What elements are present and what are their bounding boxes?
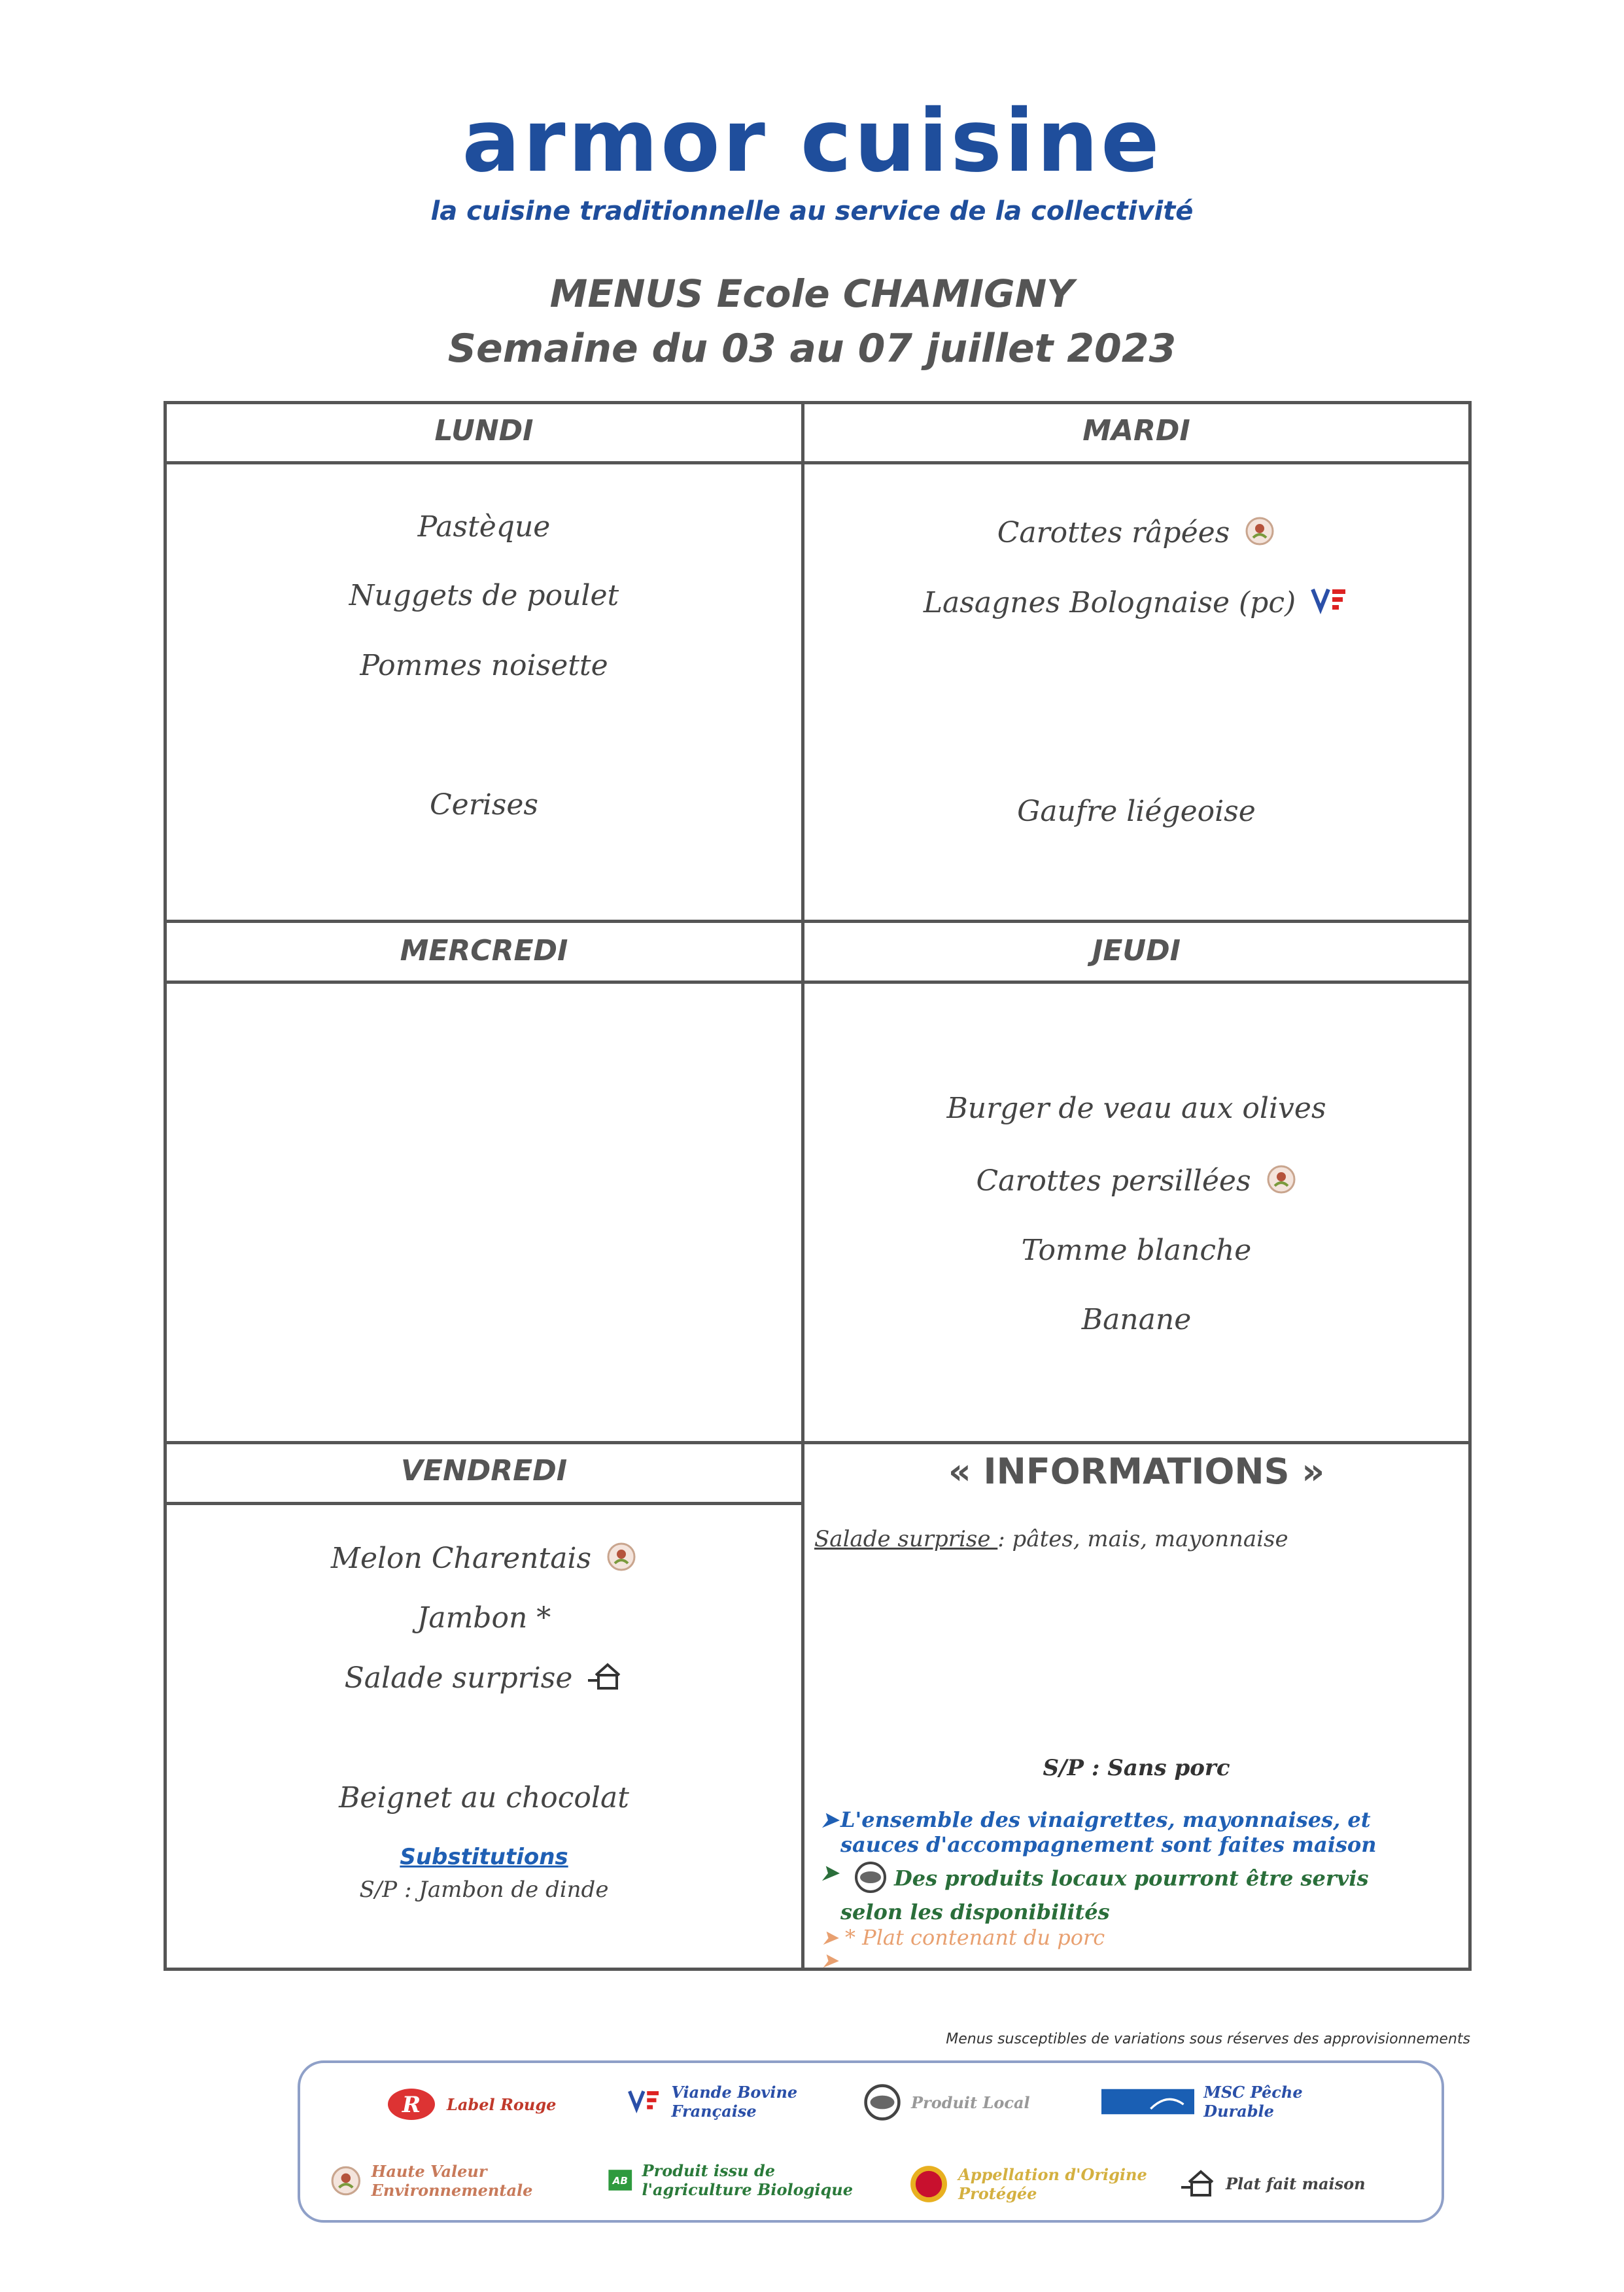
header-jeudi: JEUDI	[1092, 934, 1181, 967]
local-note: ➤ Des produits locaux pourront être servis selon les disponibilités	[821, 1860, 1369, 1924]
cell-informations	[804, 1444, 1468, 1973]
legend-box	[298, 2060, 1444, 2223]
homemade-text: L'ensemble des vinaigrettes, mayonnaises, et sauces d'accompagnement sont faites maison	[840, 1807, 1377, 1857]
menu-item: Nuggets de poulet	[349, 579, 619, 612]
hve-icon	[606, 1541, 637, 1580]
legend-label-rouge: R Label Rouge	[385, 2086, 556, 2123]
menu-item: Burger de veau aux olives	[946, 1092, 1326, 1125]
header-mardi: MARDI	[1082, 414, 1190, 447]
menu-item: Tomme blanche	[1021, 1234, 1252, 1267]
svg-text:AB: AB	[612, 2175, 628, 2187]
legend-viande-bovine: Viande Bovine Française	[627, 2083, 837, 2121]
brand-tagline: la cuisine traditionnelle au service de la collectivité	[430, 196, 1194, 226]
header-informations: « INFORMATIONS »	[948, 1451, 1325, 1492]
menu-grid	[164, 401, 1472, 1971]
menu-item: Jambon *	[417, 1601, 551, 1635]
empty-bullet: ➤	[821, 1948, 838, 1973]
substitutions-label: Substitutions	[400, 1844, 568, 1870]
aop-icon	[908, 2158, 949, 2210]
menu-item: Melon Charentais	[330, 1542, 592, 1575]
produit-local-icon	[863, 2083, 902, 2122]
header-mercredi: MERCREDI	[400, 934, 568, 967]
legend-aop: Appellation d'Origine Protégée	[908, 2158, 1170, 2210]
legend-hve: Haute Valeur Environnementale	[330, 2158, 572, 2204]
salade-surprise-note	[814, 1526, 1288, 1552]
sp-note: S/P : Sans porc	[1043, 1755, 1230, 1781]
menu-item: Banane	[1081, 1303, 1192, 1336]
hve-icon	[330, 2158, 362, 2204]
cell-mardi	[804, 464, 1468, 920]
svg-text:R: R	[402, 2092, 421, 2118]
cell-lundi	[167, 464, 801, 920]
bio-icon	[608, 2164, 633, 2196]
variations-note: Menus susceptibles de variations sous réserves des approvisionnements	[946, 2031, 1470, 2047]
menu-item: Pommes noisette	[360, 649, 608, 682]
menu-item: Carottes râpées	[997, 516, 1230, 549]
legend-msc: MSC Pêche Durable	[1101, 2083, 1350, 2121]
legend-produit-local: Produit Local	[863, 2083, 1030, 2122]
cell-vendredi	[167, 1505, 801, 1968]
pork-note: ➤ * Plat contenant du porc	[821, 1925, 1105, 1950]
cell-jeudi	[804, 984, 1468, 1441]
menu-week: Semaine du 03 au 07 juillet 2023	[447, 326, 1177, 372]
header-vendredi: VENDREDI	[400, 1454, 568, 1487]
menu-item: Cerises	[429, 788, 538, 822]
header-lundi: LUNDI	[434, 414, 534, 447]
salade-desc: : pâtes, mais, mayonnaise	[997, 1526, 1288, 1552]
homemade-note: ➤ L'ensemble des vinaigrettes, mayonnaises, et sauces d'accompagnement sont faites maison	[821, 1807, 1429, 1857]
hve-icon	[1244, 515, 1275, 554]
menu-item: Salade surprise	[344, 1661, 573, 1695]
viande-bovine-francaise-icon	[627, 2086, 662, 2117]
label-rouge-icon	[385, 2086, 438, 2123]
home-made-icon	[587, 1661, 623, 1699]
brand-logo-text: armor cuisine	[462, 91, 1162, 192]
hve-icon	[1266, 1164, 1297, 1202]
produit-local-icon	[854, 1860, 888, 1900]
pork-text: * Plat contenant du porc	[844, 1925, 1105, 1950]
cell-mercredi	[167, 984, 801, 1441]
home-made-icon	[1180, 2168, 1217, 2199]
menu-item: Pastèque	[417, 510, 551, 544]
viande-bovine-francaise-icon	[1310, 585, 1349, 624]
menu-item: Gaufre liégeoise	[1017, 795, 1256, 828]
legend-bio: AB Produit issu de l'agriculture Biologique	[608, 2161, 882, 2199]
menu-item: Lasagnes Bolognaise (pc)	[923, 586, 1296, 619]
menu-item: Beignet au chocolat	[339, 1781, 629, 1814]
substitution-item: S/P : Jambon de dinde	[359, 1877, 609, 1903]
local-text: Des produits locaux pourront être servis selon les disponibilités	[840, 1866, 1369, 1924]
salade-term: Salade surprise	[814, 1526, 998, 1552]
legend-plat-maison: Plat fait maison	[1180, 2168, 1366, 2199]
menu-title: MENUS Ecole CHAMIGNY	[549, 271, 1075, 316]
msc-icon	[1101, 2085, 1194, 2118]
menu-item: Carottes persillées	[976, 1164, 1251, 1198]
